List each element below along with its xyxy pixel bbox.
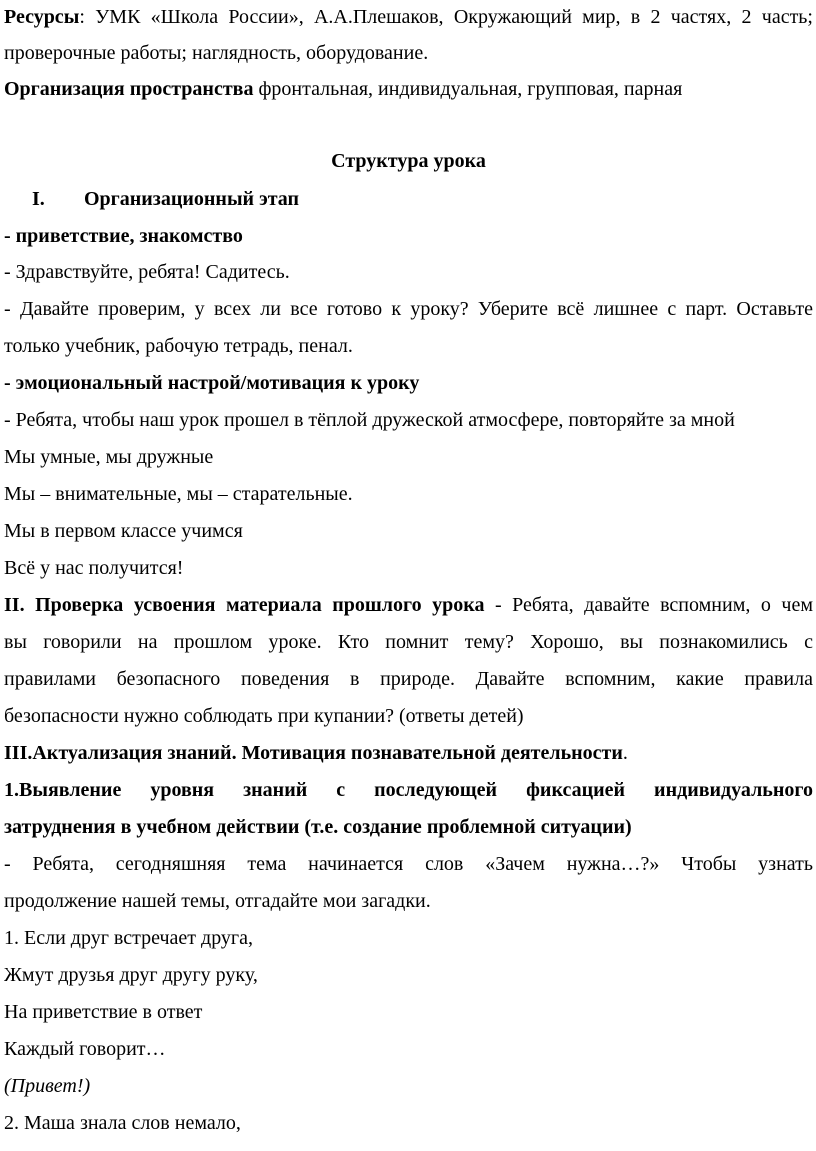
stage3-text-line-2: продолжение нашей темы, отгадайте мои загадки. [4, 890, 431, 912]
stage2-line-1 [4, 592, 813, 618]
greeting-heading: - приветствие, знакомство [4, 225, 243, 247]
resources-line-2: проверочные работы; наглядность, оборудование. [4, 42, 429, 64]
riddle1-line-1: 1. Если друг встречает друга, [4, 927, 254, 949]
space-label: Организация пространства [4, 78, 254, 100]
structure-title: Структура урока [331, 150, 486, 172]
mood-line-1: - Ребята, чтобы наш урок прошел в тёплой дружеской атмосфере, повторяйте за мной [4, 409, 735, 431]
stage3-subheading-line-2: затруднения в учебном действии (т.е. создание проблемной ситуации) [4, 816, 632, 838]
stage1-title: Организационный этап [84, 188, 300, 210]
poem-line-1: Мы умные, мы дружные [4, 446, 214, 468]
mood-heading: - эмоциональный настрой/мотивация к уроку [4, 372, 420, 394]
stage3-heading: III.Актуализация знаний. Мотивация познавательной деятельности. [4, 742, 628, 764]
riddle1-line-4: Каждый говорит… [4, 1038, 166, 1060]
stage1-heading [4, 186, 813, 212]
stage3-subheading-line-1: 1.Выявление уровня знаний с последующей фиксацией индивидуального [4, 779, 813, 801]
resources-label: Ресурсы [4, 6, 80, 28]
stage2-text: - Ребята, давайте вспомним, о чем [484, 594, 813, 616]
stage2-line-2: вы говорили на прошлом уроке. Кто помнит тему? Хорошо, вы познакомились с [4, 631, 813, 653]
space-text: фронтальная, индивидуальная, групповая, парная [253, 78, 683, 100]
stage2-line-4: безопасности нужно соблюдать при купании? (ответы детей) [4, 705, 524, 727]
poem-line-3: Мы в первом классе учимся [4, 520, 243, 542]
stage3-text-line-1: - Ребята, сегодняшняя тема начинается слов «Зачем нужна…?» Чтобы узнать [4, 853, 813, 875]
resources-text: : УМК «Школа России», А.А.Плешаков, Окружающий мир, в 2 частях, 2 часть; [79, 6, 813, 28]
riddle1-answer: (Привет!) [4, 1075, 91, 1097]
poem-line-4: Всё у нас получится! [4, 557, 184, 579]
greeting-line-2: - Давайте проверим, у всех ли все готово к уроку? Уберите всё лишнее с парт. Оставьте [4, 298, 813, 320]
stage1-numeral: I. [32, 188, 45, 210]
resources-line-1 [4, 4, 813, 30]
riddle2-line-1: 2. Маша знала слов немало, [4, 1112, 241, 1134]
stage2-line-3: правилами безопасного поведения в природе. Давайте вспомним, какие правила [4, 668, 813, 690]
riddle1-line-3: На приветствие в ответ [4, 1001, 203, 1023]
greeting-line-3: только учебник, рабочую тетрадь, пенал. [4, 335, 353, 357]
riddle1-line-2: Жмут друзья друг другу руку, [4, 964, 258, 986]
greeting-line-1: - Здравствуйте, ребята! Садитесь. [4, 261, 290, 283]
space-organization-line [4, 76, 813, 102]
stage2-heading: II. Проверка усвоения материала прошлого урока [4, 594, 485, 616]
poem-line-2: Мы – внимательные, мы – старательные. [4, 483, 353, 505]
